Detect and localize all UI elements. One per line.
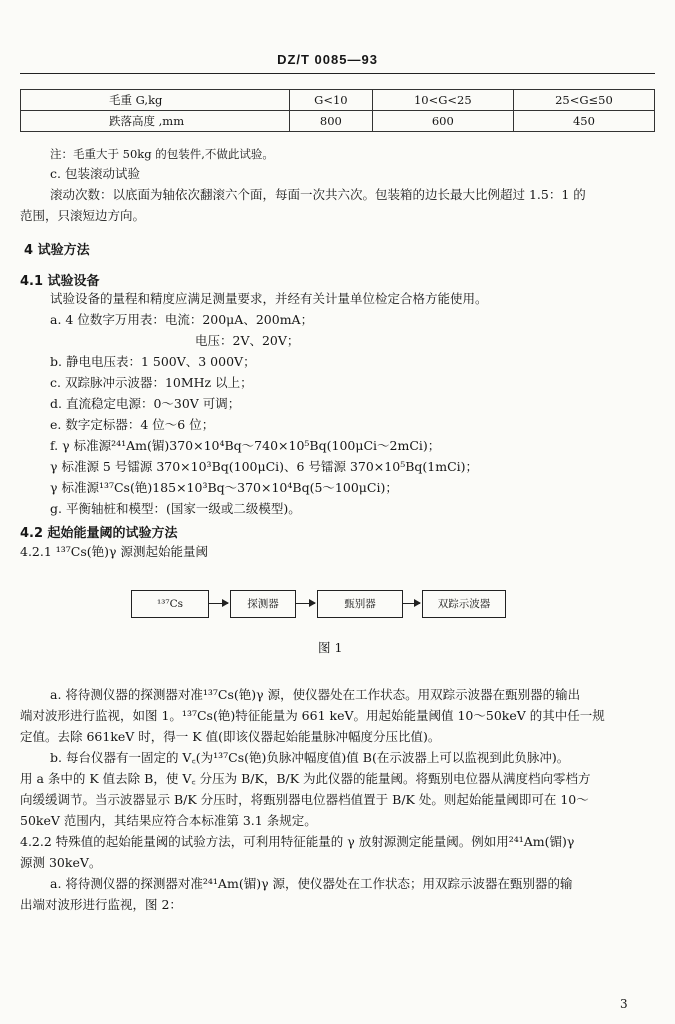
table-cell: 800 [290, 111, 373, 132]
equipment-item: a. 4 位数字万用表：电流：200μA、200mA； [50, 312, 314, 327]
section-heading: 4 试验方法 [24, 243, 90, 258]
table-cell: 600 [372, 111, 513, 132]
para-b-line: 用 a 条中的 K 值去除 B，使 V꜀ 分压为 B/K，B/K 为此仪器的能量阈。将甄别电位器从满度档向零档方 [20, 771, 591, 786]
arrow [208, 603, 228, 604]
equipment-item: γ 标准源 5 号镭源 370×10³Bq(100μCi)、6 号镭源 370×10⁵Bq(1mCi)； [50, 459, 479, 474]
equipment-item: e. 数字定标器：4 位～6 位； [50, 417, 215, 432]
equipment-item: γ 标准源¹³⁷Cs(铯)185×10³Bq～370×10⁴Bq(5～100μCi)； [50, 480, 398, 495]
table-note: 注：毛重大于 50kg 的包装件,不做此试验。 [50, 147, 274, 161]
table-cell: 跌落高度 ,mm [21, 111, 290, 132]
roll-test-title: c. 包装滚动试验 [50, 166, 140, 181]
table-cell: G<10 [290, 90, 373, 111]
standard-code-header: DZ/T 0085—93 [277, 52, 378, 67]
equipment-intro: 试验设备的量程和精度应满足测量要求，并经有关计量单位检定合格方能使用。 [50, 291, 488, 306]
roll-test-text-line: 范围，只滚短边方向。 [20, 208, 146, 223]
para-a-line: a. 将待测仪器的探测器对准¹³⁷Cs(铯)γ 源，使仪器处在工作状态。用双踪示波器在甄别器的输出 [50, 687, 581, 702]
subsection-heading: 4.2 起始能量阈的试验方法 [20, 526, 178, 541]
subsection-heading: 4.1 试验设备 [20, 274, 100, 289]
table-row [21, 90, 655, 111]
para-b-line: b. 每台仪器有一固定的 V꜀(为¹³⁷Cs(铯)负脉冲幅度值)值 B(在示波器上可以监视到此负脉冲)。 [50, 750, 570, 765]
clause-422-line: 4.2.2 特殊值的起始能量阈的试验方法，可利用特征能量的 γ 放射源测定能量阈。例如用²⁴¹Am(镅)γ [20, 834, 575, 849]
figure-caption: 图 1 [318, 640, 343, 655]
para-b-line: 向缓缓调节。当示波器显示 B/K 分压时，将甄别器电位器档值置于 B/K 处。则起始能量阈即可在 10～ [20, 792, 589, 807]
table-cell: 10<G<25 [372, 90, 513, 111]
equipment-item: 电压：2V、20V； [195, 333, 300, 348]
para-b-line: 50keV 范围内，其结果应符合本标准第 3.1 条规定。 [20, 813, 317, 828]
roll-test-text-line: 滚动次数：以底面为轴依次翻滚六个面，每面一次共六次。包装箱的边长最大比例超过 1.5：1 的 [50, 187, 586, 202]
detector-box: 探测器 [230, 590, 296, 618]
equipment-item: c. 双踪脉冲示波器：10MHz 以上； [50, 375, 253, 390]
equipment-item: b. 静电电压表：1 500V、3 000V； [50, 354, 256, 369]
header-rule [20, 73, 655, 74]
para-a-line: 端对波形进行监视，如图 1。¹³⁷Cs(铯)特征能量为 661 keV。用起始能量阈值 10～50keV 的其中任一规 [20, 708, 605, 723]
para-a-line: 定值。去除 661keV 时，得一 K 值(即该仪器起始能量脉冲幅度分压比值)。 [20, 729, 441, 744]
equipment-item: d. 直流稳定电源：0～30V 可调； [50, 396, 241, 411]
cs137-source-box: ¹³⁷Cs [131, 590, 209, 618]
arrow [402, 603, 420, 604]
clause-422-line: 源测 30keV。 [20, 855, 102, 870]
table-cell: 毛重 G,kg [21, 90, 290, 111]
discriminator-box: 甄别器 [317, 590, 403, 618]
para-a2-line: a. 将待测仪器的探测器对准²⁴¹Am(镅)γ 源，使仪器处在工作状态；用双踪示波器在甄别器的输 [50, 876, 573, 891]
table-row [21, 111, 655, 132]
oscilloscope-box: 双踪示波器 [422, 590, 506, 618]
table-cell: 25<G≤50 [513, 90, 654, 111]
arrow [295, 603, 315, 604]
equipment-item: f. γ 标准源²⁴¹Am(镅)370×10⁴Bq～740×10⁵Bq(100μCi～2mCi)； [50, 438, 441, 453]
drop-height-table [20, 89, 655, 132]
page-number: 3 [620, 997, 628, 1011]
para-a2-line: 出端对波形进行监视，图 2： [20, 897, 182, 912]
table-cell: 450 [513, 111, 654, 132]
equipment-item: g. 平衡轴桩和模型：(国家一级或二级模型)。 [50, 501, 301, 516]
clause-heading: 4.2.1 ¹³⁷Cs(铯)γ 源测起始能量阈 [20, 544, 208, 559]
